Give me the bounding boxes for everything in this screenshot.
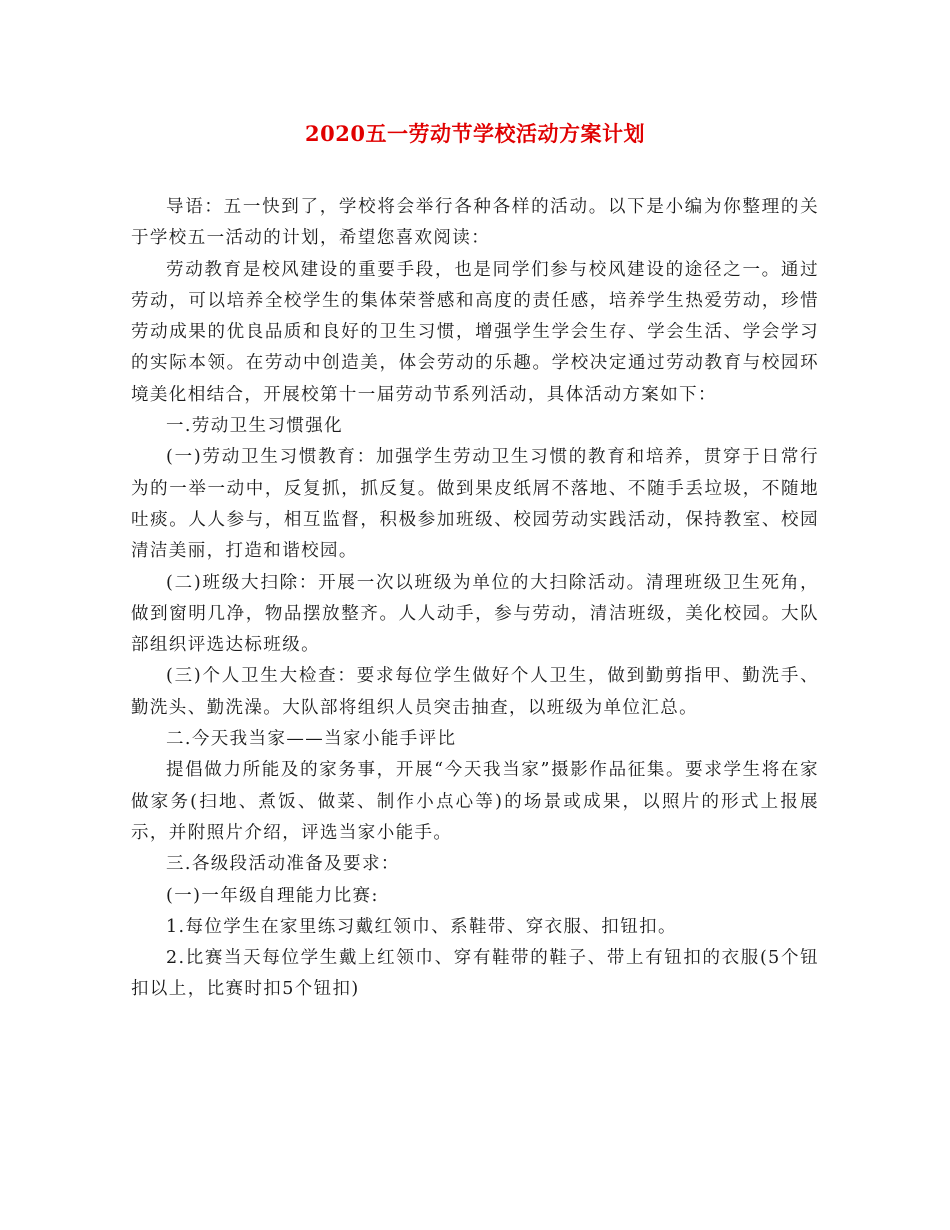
subsection-1-2: (二)班级大扫除：开展一次以班级为单位的大扫除活动。清理班级卫生死角，做到窗明几净，物品摆放整齐。人人动手，参与劳动，清洁班级，美化校园。大队部组织评选达标班级。 [131,572,819,656]
list-item-1: 1.每位学生在家里练习戴红领巾、系鞋带、穿衣服、扣钮扣。 [166,916,677,937]
background-paragraph: 劳动教育是校风建设的重要手段，也是同学们参与校风建设的途径之一。通过劳动，可以培养全校学生的集体荣誉感和高度的责任感，培养学生热爱劳动，珍惜劳动成果的优良品质和良好的卫生习惯，增强学生学会生存、学会生活、学会学习的实际本领。在劳动中创造美，体会劳动的乐趣。学校决定通过劳动教育与校园环境美化相结合，开展校第十一届劳动节系列活动，具体活动方案如下： [131,259,819,405]
document-title: 2020五一劳动节学校活动方案计划 [305,121,645,146]
section-heading-2: 二.今天我当家——当家小能手评比 [166,729,457,750]
document-body [131,192,819,1006]
section-heading-1: 一.劳动卫生习惯强化 [166,416,344,437]
list-item-2: 2.比赛当天每位学生戴上红领巾、穿有鞋带的鞋子、带上有钮扣的衣服(5个钮扣以上，比赛时扣5个钮扣) [131,948,819,1000]
subsection-1-1: (一)劳动卫生习惯教育：加强学生劳动卫生习惯的教育和培养，贯穿于日常行为的一举一动中，反复抓，抓反复。做到果皮纸屑不落地、不随手丢垃圾，不随地吐痰。人人参与，相互监督，积极参加班级、校园劳动实践活动，保持教室、校园清洁美丽，打造和谐校园。 [131,447,819,562]
section-heading-3: 三.各级段活动准备及要求： [166,854,400,875]
section-2-body: 提倡做力所能及的家务事，开展“今天我当家”摄影作品征集。要求学生将在家做家务(扫地、煮饭、做菜、制作小点心等)的场景或成果，以照片的形式上报展示，并附照片介绍，评选当家小能手。 [131,760,819,843]
subsection-3-1: (一)一年级自理能力比赛: [166,885,379,906]
intro-paragraph: 导语：五一快到了，学校将会举行各种各样的活动。以下是小编为你整理的关于学校五一活动的计划，希望您喜欢阅读： [131,197,819,249]
subsection-1-3: (三)个人卫生大检查：要求每位学生做好个人卫生，做到勤剪指甲、勤洗手、勤洗头、勤洗澡。大队部将组织人员突击抽查，以班级为单位汇总。 [131,666,819,718]
